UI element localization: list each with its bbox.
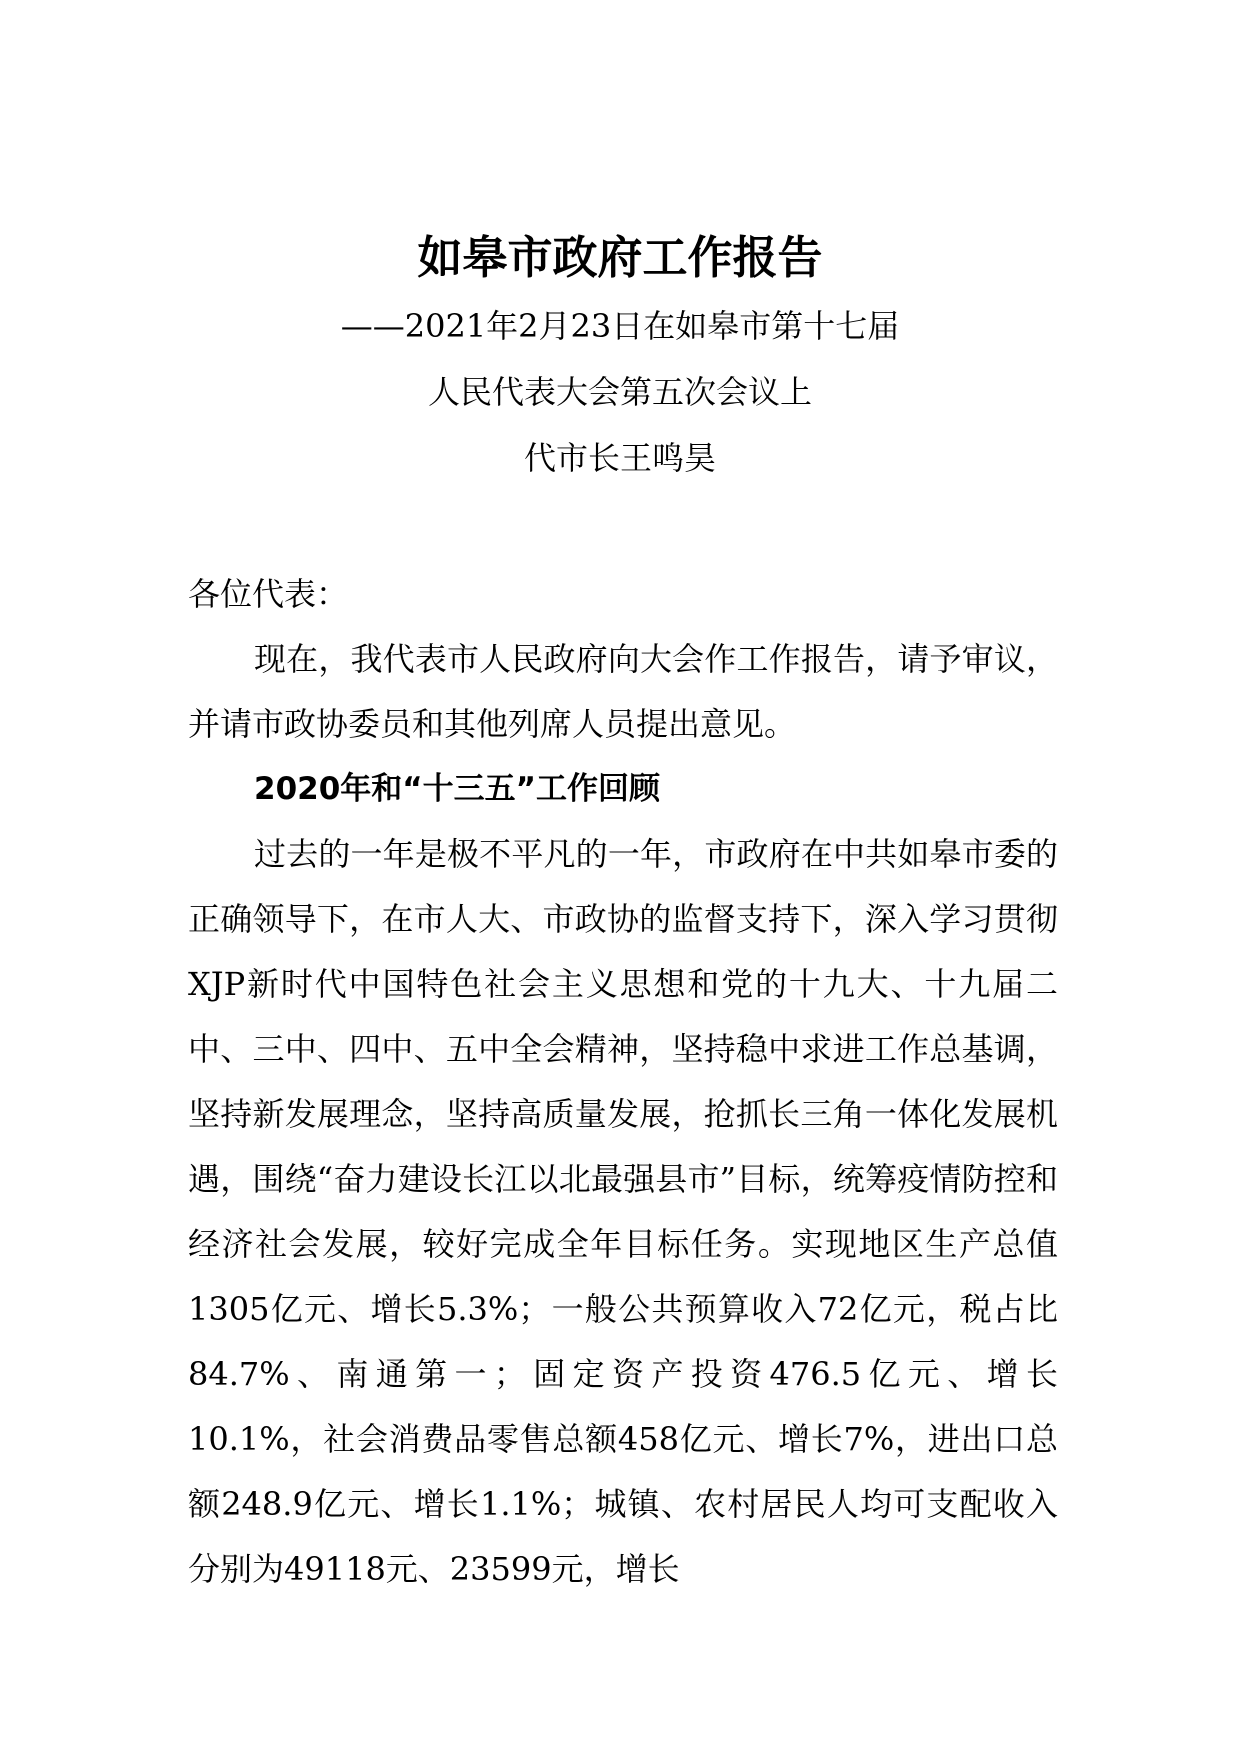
intro-paragraph: 现在，我代表市人民政府向大会作工作报告，请予审议，并请市政协委员和其他列席人员提出意见。 — [188, 640, 1058, 743]
report-body — [188, 562, 1058, 1602]
report-title: 如皋市政府工作报告 — [417, 231, 823, 284]
report-subtitle-meeting: 人民代表大会第五次会议上 — [427, 373, 812, 411]
report-subtitle-date: ——2021年2月23日在如皋市第十七届 — [340, 307, 900, 345]
review-paragraph: 过去的一年是极不平凡的一年，市政府在中共如皋市委的正确领导下，在市人大、市政协的监督支持下，深入学习贯彻XJP新时代中国特色社会主义思想和党的十九大、十九届二中、三中、四中、五中全会精神，坚持稳中求进工作总基调，坚持新发展理念，坚持高质量发展，抢抓长三角一体化发展机遇，围绕“奋力建设长江以北最强县市”目标，统筹疫情防控和经济社会发展，较好完成全年目标任务。实现地区生产总值1305亿元、增长5.3%；一般公共预算收入72亿元，税占比84.7%、南通第一；固定资产投资476.5亿元、增长10.1%，社会消费品零售总额458亿元、增长7%，进出口总额248.9亿元、增长1.1%；城镇、农村居民人均可支配收入分别为49118元、23599元，增长 — [188, 835, 1058, 1588]
section-heading: 2020年和“十三五”工作回顾 — [254, 771, 661, 807]
salutation: 各位代表： — [188, 575, 349, 613]
report-subtitle-speaker: 代市长王鸣昊 — [523, 439, 716, 477]
